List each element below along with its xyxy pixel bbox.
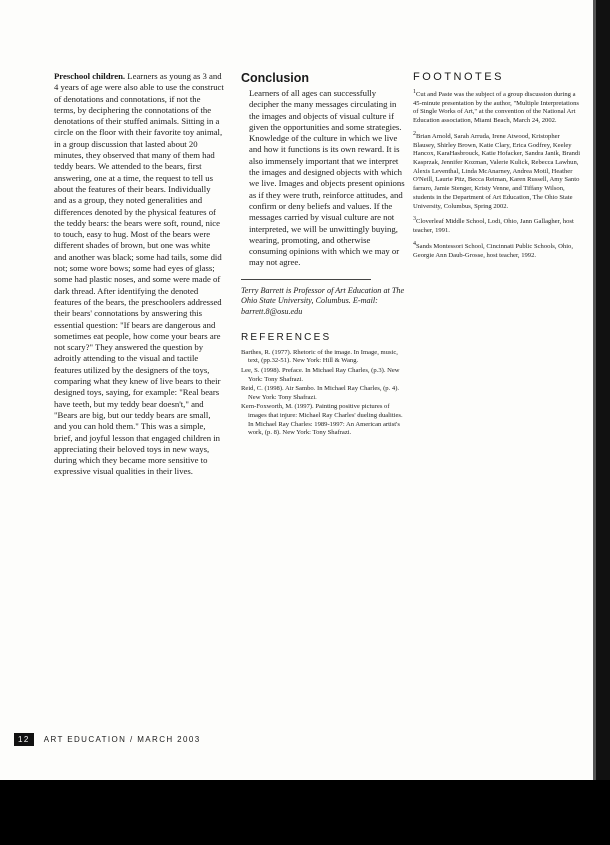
preschool-column	[54, 71, 224, 478]
footnotes-column	[413, 73, 583, 264]
reference-item: Barthes, R. (1977). Rhetoric of the image. In Image, music, text, (pp.32-51). New York: Hill & Wang.	[241, 348, 398, 365]
page-number: 12	[14, 733, 34, 746]
footnote-number: 4	[413, 240, 416, 247]
author-bio: Terry Barrett is Professor of Art Education at The Ohio State University, Columbus. E-mail: barrett.8@osu.edu	[241, 285, 405, 316]
references-list	[241, 349, 406, 438]
divider	[241, 279, 371, 280]
reference-item: Kern-Foxworth, M. (1997). Painting positive pictures of images that injure: Michael Ray Charles' dueling dualities. In Michael Ray Charles: 1989-1997: An American artist's work, (p. 8). New York: Tony Shafrazi.	[241, 403, 403, 437]
footnote-number: 1	[413, 88, 416, 95]
footnote-item	[413, 240, 583, 261]
preschool-paragraph	[54, 71, 224, 478]
footnote-number: 2	[413, 130, 416, 137]
preschool-text: Learners as young as 3 and 4 years of age were also able to use the construct of denotations and connotations, if not the terms, by deciphering the connotations of the denotations of their stuffed animals. Sitting in a circle on the floor with their favorite toy animal, in a group discussion that lasted about 20 minutes, they observed that many of them had teddy bears. We attended to the bears, first answering, one at a time, the request to tell us about the features of their bears. Individually and as a group, they noted generalities and differences denoted by the physical features of the teddy bears: the bears were soft, round, nice to touch, easy to hug. Most of the bears were different shades of brown, but one was white and another was black; some had tails, some did not; some wore bows; some had eyes of glass; some had plastic noses, and some were made of dark thread. After identifying the denoted features of the bears, the preschoolers addressed their bears' connotations by answering this essential question: "If bears are dangerous and sometimes eat people, how come your bears are not scary?" They answered the question by adroitly attending to the visual and tactile features utilized by the designers of the toys, comparing what they knew of live bears to their designed toys, saying, for example: "Real bears have teeth, but my teddy bear doesn't," and "Bears are big, but our teddy bears are small, and you can hold them." This was a simple, brief, and joyful lesson that engaged children in appreciating their beloved toys in new ways, during which they became more sensitive to expressive visual qualities in their lives.	[54, 71, 224, 477]
footnotes-heading: FOOTNOTES	[413, 71, 504, 83]
conclusion-column	[241, 71, 406, 439]
footnote-text: Cut and Paste was the subject of a group discussion during a 45-minute presentation by the author, "Multiple Interpretations of Single Works of Art," at the convention of the National Art Education association, Miami Beach, March 24, 2002.	[413, 90, 579, 124]
references-heading: REFERENCES	[241, 331, 332, 343]
footnote-item	[413, 130, 583, 212]
scan-edge	[596, 0, 610, 780]
conclusion-text: Learners of all ages can successfully decipher the many messages circulating in the images and objects of visual culture if given the opportunities and some strategies. Knowledge of the culture in which we live and how it functions is its own reward. It is also immensely important that we interpret the images and designed objects with which we live. Images and objects present opinions as if they were truth, reinforce attitudes, and confirm or deny beliefs and values. If the messages carried by visual culture are not interpreted, we will be unwittingly buying, wearing, promoting, and otherwise consuming opinions with which we may or may not agree.	[249, 88, 405, 268]
scan-bottom-band	[0, 780, 610, 845]
reference-item: Lee, S. (1998). Preface. In Michael Ray Charles, (p.3). New York: Tony Shafrazi.	[241, 367, 400, 383]
journal-name: ART EDUCATION / MARCH 2003	[43, 735, 201, 744]
conclusion-heading: Conclusion	[241, 71, 310, 85]
footnote-item	[413, 215, 583, 236]
page-footer	[14, 733, 201, 746]
footnote-text: Brian Arnold, Sarah Arruda, Irene Atwood, Kristopher Blausey, Shirley Brown, Katie Clary, Erica Godfrey, Keeley Hancox, KaraHasbrouck, Katie Hofacker, Sandra Janik, Brandi Kasprzak, Jennifer Kozman, Valerie Kulick, Rebecca Lawhun, Alexis Leventhal, Linda McAnarney, Andrea Motil, Heather O'Neill, Laurie Pitz, Becca Reiman, Karen Russell, Amy Santo farraro, Jamie Stenger, Kristy Venne, and Tiffany Wilson, students in the Department of Art Education, The Ohio State University, Columbus, Spring 2002.	[413, 132, 581, 210]
footnote-item	[413, 88, 583, 126]
reference-item: Reid, C. (1998). Air Sambo. In Michael Ray Charles, (p. 4). New York: Tony Shafrazi.	[241, 385, 400, 401]
preschool-lead: Preschool children.	[54, 71, 126, 81]
footnote-text: Sands Montessori School, Cincinnati Public Schools, Ohio, Georgie Ann Daub-Grosse, host teacher, 1992.	[413, 243, 573, 259]
footnote-number: 3	[413, 216, 416, 223]
footnote-text: Cloverleaf Middle School, Lodi, Ohio, Jann Gallagher, host teacher, 1991.	[413, 218, 574, 235]
